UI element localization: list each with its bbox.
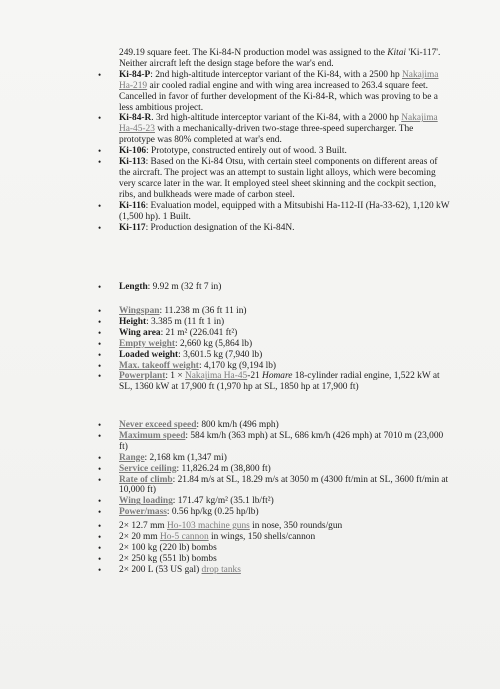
specs-section: [90, 306, 450, 393]
list-item: • Ki-84-P: 2nd high-altitude interceptor variant of the Ki-84, with a 2500 hp Nakajima Ha-219 air cooled radial engine and with wing area increased to 263.4 square feet. Cancelled in favor of further development of the Ki-84-R, which was proving to be a less ambitious project.: [98, 69, 439, 113]
variant-name: Ki-113: [119, 157, 146, 168]
spec-label: Length: [119, 282, 148, 292]
bullet-icon: •: [98, 349, 102, 360]
list-item: • Wing area: 21 m² (226.041 ft²): [98, 327, 238, 338]
performance-section: [90, 420, 450, 518]
list-item: • Ki-113: Based on the Ki-84 Otsu, with certain steel components on different areas of the aircraft. The project was an attempt to sustain light alloys, which were becoming very scarce later in the war. It employed steel sheet skinning and the cockpit section, ribs, and bulkheads were made of carbon steel.: [98, 157, 438, 200]
bullet-icon: •: [98, 316, 102, 327]
list-item: • 2× 100 kg (220 lb) bombs: [98, 542, 217, 553]
list-item: • 2× 250 kg (551 lb) bombs: [98, 553, 217, 564]
bullet-icon: •: [98, 564, 102, 575]
bullet-icon: •: [98, 553, 102, 564]
bullet-icon: •: [98, 430, 102, 441]
bullet-icon: •: [98, 222, 102, 233]
variant-name: Ki-84-P: [119, 69, 151, 80]
list-item: • 2× 200 L (53 US gal) drop tanks: [98, 564, 241, 575]
variant-name: Ki-117: [119, 222, 146, 233]
variant-name: Ki-106: [119, 146, 147, 157]
list-item: • Rate of climb: 21.84 m/s at SL, 18.29 m/s at 3050 m (4300 ft/min at SL, 3600 ft/min at 10,000 ft): [98, 474, 449, 496]
powerplant-link[interactable]: Powerplant: [119, 371, 166, 382]
wingspan-link[interactable]: Wingspan: [119, 306, 160, 316]
max-speed-link[interactable]: Maximum speed: [119, 430, 186, 441]
bullet-icon: •: [98, 327, 102, 338]
list-item: • Ki-116: Evaluation model, equipped with a Mitsubishi Ha-112-II (Ha-33-62), 1,120 kW (1,500 hp). 1 Built.: [98, 200, 450, 222]
bullet-icon: •: [98, 371, 102, 382]
bullet-icon: •: [98, 282, 102, 292]
list-item: • Never exceed speed: 800 km/h (496 mph): [98, 420, 279, 430]
list-item: • Ki-117: Production designation of the Ki-84N.: [98, 222, 295, 233]
variant-link[interactable]: Nakajima Ha-45-23: [119, 113, 438, 135]
armament-link[interactable]: Ho-5 cannon: [159, 531, 209, 542]
armament-section: [90, 521, 450, 576]
intro-italic: Kitai: [387, 48, 407, 58]
max-takeoff-link[interactable]: Max. takeoff weight: [119, 360, 199, 371]
bullet-icon: •: [98, 420, 102, 430]
bullet-icon: •: [98, 542, 102, 553]
list-item: • Empty weight: 2,660 kg (5,864 lb): [98, 338, 253, 349]
armament-link[interactable]: drop tanks: [201, 564, 241, 575]
bullet-icon: •: [98, 146, 102, 157]
list-item: • Ki-106: Prototype, constructed entirely out of wood. 3 Built.: [98, 146, 347, 157]
list-item: • Power/mass: 0.56 hp/kg (0.25 hp/lb): [98, 507, 259, 518]
length-section: [90, 282, 450, 293]
bullet-icon: •: [98, 200, 102, 211]
list-item: • Length: 9.92 m (32 ft 7 in): [98, 282, 222, 292]
bullet-icon: •: [98, 531, 102, 542]
ceiling-link[interactable]: Service ceiling: [119, 463, 177, 474]
list-item: • Wingspan: 11.238 m (36 ft 11 in): [98, 306, 247, 316]
list-item: • Powerplant: 1 × Nakajima Ha-45-21 Homare 18-cylinder radial engine, 1,522 kW at SL, 1360 kW at 17,900 ft (1,970 hp at SL, 1850 hp at 17,900 ft): [98, 371, 440, 393]
variants-list: [90, 70, 450, 234]
variant-link[interactable]: Nakajima Ha-219: [119, 69, 439, 91]
bullet-icon: •: [98, 113, 102, 124]
bullet-icon: •: [98, 507, 102, 518]
engine-link[interactable]: Nakajima Ha-45: [184, 371, 248, 382]
armament-link[interactable]: Ho-103 machine guns: [167, 521, 250, 531]
spec-label: Loaded weight: [119, 349, 179, 360]
list-item: • Wing loading: 171.47 kg/m² (35.1 lb/ft²): [98, 496, 274, 507]
intro-paragraph: 249.19 square feet. The Ki-84-N production model was assigned to the Kitai 'Ki-117'. Neither aircraft left the design stage before the war's end.: [119, 48, 441, 69]
spec-label: Wing area: [119, 327, 161, 338]
bullet-icon: •: [98, 521, 102, 531]
bullet-icon: •: [98, 360, 102, 371]
power-mass-link[interactable]: Power/mass: [119, 507, 167, 518]
list-item: • Max. takeoff weight: 4,170 kg (9,194 lb): [98, 360, 277, 371]
variant-name: Ki-116: [119, 200, 146, 211]
list-item: • Ki-84-R. 3rd high-altitude interceptor variant of the Ki-84, with a 2000 hp Nakajima Ha-45-23 with a mechanically-driven two-stage three-speed supercharger. The prototype was 80% completed at war's end.: [98, 113, 438, 146]
list-item: • Loaded weight: 3,601.5 kg (7,940 lb): [98, 349, 263, 360]
spec-label: Height: [119, 316, 147, 327]
bullet-icon: •: [98, 496, 102, 507]
variant-name: Ki-84-R: [119, 113, 152, 124]
list-item: • 2× 12.7 mm Ho-103 machine guns in nose, 350 rounds/gun: [98, 521, 343, 531]
bullet-icon: •: [98, 452, 102, 463]
wing-loading-link[interactable]: Wing loading: [119, 496, 173, 507]
list-item: • Maximum speed: 584 km/h (363 mph) at SL, 686 km/h (426 mph) at 7010 m (23,000 ft): [98, 430, 444, 452]
bullet-icon: •: [98, 306, 102, 316]
list-item: • Height: 3.385 m (11 ft 1 in): [98, 316, 225, 327]
empty-weight-link[interactable]: Empty weight: [119, 338, 175, 349]
engine-italic: Homare: [262, 371, 293, 382]
bullet-icon: •: [98, 474, 102, 485]
bullet-icon: •: [98, 157, 102, 168]
list-item: • 2× 20 mm Ho-5 cannon in wings, 150 shells/cannon: [98, 531, 316, 542]
bullet-icon: •: [98, 69, 102, 80]
list-item: • Service ceiling: 11,826.24 m (38,800 ft): [98, 463, 271, 474]
range-link[interactable]: Range: [119, 452, 145, 463]
bullet-icon: •: [98, 463, 102, 474]
variants-section: [90, 48, 450, 233]
rate-of-climb-link[interactable]: Rate of climb: [119, 474, 173, 485]
bullet-icon: •: [98, 338, 102, 349]
never-exceed-link[interactable]: Never exceed speed: [119, 420, 197, 430]
list-item: • Range: 2,168 km (1,347 mi): [98, 452, 227, 463]
